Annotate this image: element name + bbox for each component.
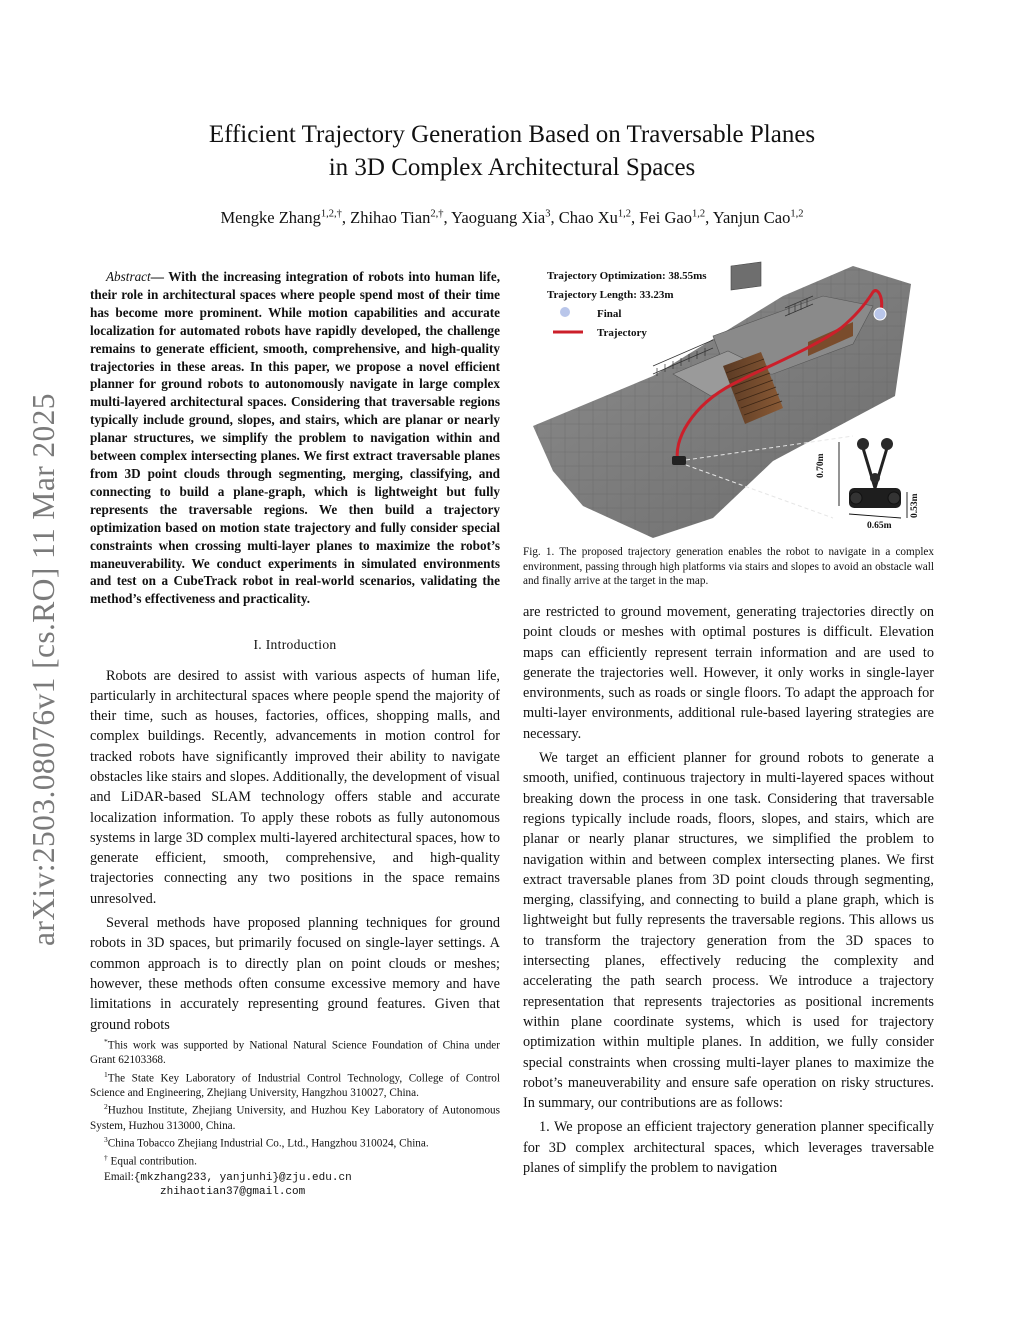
footnote-funding: *This work was supported by National Natural Science Foundation of China under Grant 62103368.: [90, 1036, 500, 1067]
author: Chao Xu$^{1,2}$,: [558, 208, 640, 227]
dim-height: 0.70m: [816, 453, 826, 478]
figure-1: [523, 256, 934, 540]
paper-title: [0, 118, 1024, 184]
intro-paragraph-2: Several methods have proposed planning techniques for ground robots in 3D spaces, but primarily focused on single-layer settings. A common approach is to directly plan on point clouds or meshes; however, these methods often consume excessive memory and have limitations in accurately representing ground features. Given that ground robots: [90, 915, 500, 1033]
author: Yanjun Cao$^{1,2}$: [712, 208, 804, 227]
section-heading: I. Introduction: [253, 637, 337, 653]
legend-trajectory: Trajectory: [597, 327, 647, 339]
figure-1-caption: Fig. 1. The proposed trajectory generation enables the robot to navigate in a complex environment, passing through high platforms via stairs and slopes to avoid an obstacle wall and finally arrive at the target in the map.: [523, 546, 934, 587]
stone-wall: [731, 262, 761, 290]
left-column: [90, 268, 500, 1200]
footnote-email: Email:{mkzhang233, yanjunhi}@zju.edu.cn: [104, 1170, 352, 1184]
author: Fei Gao$^{1,2}$,: [639, 208, 713, 227]
abstract-text: With the increasing integration of robots into human life, their role in architectural spaces where people spend most of their time has become more prominent. While motion capabilities and accurate localization for automated robots have rapidly developed, the challenge remains to generate efficient, smooth, comprehensive, and high-quality trajectories in these areas. In this paper, we propose a novel efficient planner for ground robots to autonomously navigate in large complex multi-layered architectural spaces. Considering that traversable regions typically include ground, slopes, and stairs, which are planar or nearly planar structures, we simplify the problem to navigation within and between complex intersecting planes. We first extract traversable planes from 3D point clouds through segmenting, merging, classifying, and connecting to build a plane-graph, which is lightweight but fully represents the traversable regions. We then build a trajectory optimization based on motion state trajectory and fully consider special constraints when crossing multi-layer planes to maximize the robot’s maneuverability. We conduct experiments in simulated environments and test on a CubeTrack robot in real-world scenarios, validating the method’s effectiveness and practicality.: [90, 269, 501, 607]
author: Yaoguang Xia$^3$,: [451, 208, 559, 227]
dim-length: 0.65m: [867, 521, 892, 531]
intro-paragraph-4: We target an efficient planner for ground robots to generate a smooth, unified, continuous trajectory in multi-layered spaces without breaking down the process in one task. Considering that traversable regions typically include roads, floors, slopes, and stairs, which are planar or nearly planar structures, we simplified the problem to navigation within and between complex intersecting planes. We first extract traversable planes from 3D point clouds through segmenting, merging, classifying, and connecting to build a plane graph, which is lightweight but fully represents the traversable regions. This allows us to transform the trajectory generation from the 3D spaces to intersecting planes, effectively reducing the complexity and accelerating the path search process. We introduce a trajectory representation that represents trajectories as positional increments within plane coordinate systems, which is used for trajectory optimization within multiple planes. In addition, we fully consider special constraints when crossing multi-layer planes to maximize the robot’s maneuverability and ensure safe operation on risky structures. In summary, our contributions are as follows:: [523, 750, 934, 1112]
final-marker: [874, 308, 886, 320]
intro-paragraph-1: Robots are desired to assist with various aspects of human life, particularly in architectural spaces where people spend the majority of their time, such as houses, factories, offices, shopping malls, and complex buildings. Recently, advancements in motion control for tracked robots have significantly improved their ability to navigate obstacles like stairs and slopes. Additionally, the development of visual and LiDAR-based SLAM technology offers stable and accurate localization information. To apply these robots as fully autonomous systems in large 3D complex multi-layered architectural spaces, how to generate efficient, smooth, comprehensive, and high-quality trajectories connecting any two positions in the space remains unresolved.: [90, 667, 500, 907]
dim-width: 0.53m: [910, 493, 920, 518]
author-list: [0, 208, 1024, 228]
intro-paragraph-3: are restricted to ground movement, generating trajectories directly on point clouds or meshes with optimal postures is difficult. Elevation maps can efficiently represent terrain information and are used to generate the trajectories well. However, it only works in single-layer environments, such as roads or single floors. To adapt the approach for multi-layer environments, additional rule-based layering strategies are necessary.: [523, 604, 934, 742]
abstract: Abstract— With the increasing integration of robots into human life, their role in architectural spaces where people spend most of their time has become more prominent. While motion capabilities and accurate localization for automated robots have rapidly developed, the challenge remains to generate efficient, smooth, comprehensive, and high-quality trajectories in these areas. In this paper, we propose a novel efficient planner for ground robots to autonomously navigate in large complex multi-layered architectural spaces. Considering that traversable regions typically include ground, slopes, and stairs, which are planar or nearly planar structures, we simplify the problem to navigation within and between complex intersecting planes. We first extract traversable planes from 3D point clouds through segmenting, merging, classifying, and connecting to build a plane-graph, which is lightweight but fully represents the traversable regions. We then build a trajectory optimization based on motion state trajectory and fully consider special constraints when crossing multi-layer planes to maximize the robot’s maneuverability. We conduct experiments in simulated environments and test on a CubeTrack robot in real-world scenarios, validating the method’s effectiveness and practicality.: [90, 269, 501, 607]
footnote-equal-contribution: † Equal contribution.: [104, 1153, 197, 1169]
author: Mengke Zhang$^{1,2,\dagger}$,: [220, 208, 351, 227]
title-line-2: in 3D Complex Architectural Spaces: [328, 154, 696, 181]
right-column: [523, 602, 934, 1178]
legend-opt-time: Trajectory Optimization: 38.55ms: [547, 270, 707, 282]
legend-length: Trajectory Length: 33.23m: [547, 289, 674, 301]
arxiv-stamp: arXiv:2503.08076v1 [cs.RO] 11 Mar 2025: [26, 393, 61, 946]
footnote-email-2: zhihaotian37@gmail.com: [160, 1186, 306, 1199]
footnote-affiliation-3: $^3$China Tobacco Zhejiang Industrial Co., Ltd., Hangzhou 310024, China.: [104, 1135, 429, 1150]
figure-1-render: [523, 256, 934, 540]
legend-final-dot: [560, 307, 570, 317]
robot-marker: [672, 456, 686, 465]
contribution-1: 1. We propose an efficient trajectory generation planner specifically for 3D complex architectural spaces, which leverages traversable planes of simplify the problem to navigation: [523, 1119, 934, 1177]
title-line-1: Efficient Trajectory Generation Based on Traversable Planes: [208, 121, 816, 148]
legend-final: Final: [597, 308, 622, 320]
author: Zhihao Tian$^{2,\dagger}$,: [350, 208, 452, 227]
footnote-affiliation-2: $^2$Huzhou Institute, Zhejiang University, and Huzhou Key Laboratory of Autonomous System, Huzhou 313000, China.: [90, 1102, 500, 1132]
robot-render: [849, 438, 901, 508]
abstract-label: Abstract: [106, 269, 151, 284]
footnote-affiliation-1: $^1$The State Key Laboratory of Industrial Control Technology, College of Control Science and Engineering, Zhejiang University, Hangzhou 310027, China.: [90, 1069, 500, 1099]
footnotes: [90, 1035, 500, 1200]
